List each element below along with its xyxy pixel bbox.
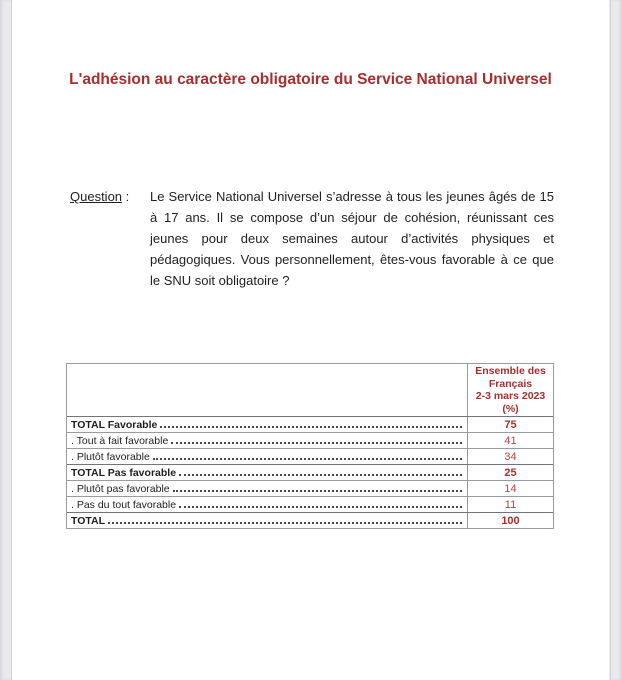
table-row-pas-du-tout-favorable — [67, 496, 553, 512]
document-title: L'adhésion au caractère obligatoire du Service National Universel — [69, 71, 552, 89]
row-label: . Tout à fait favorable — [71, 435, 169, 447]
header-unit-label: (%) — [502, 402, 519, 415]
table-row-total-pas-favorable — [67, 464, 553, 480]
header-column-cell — [467, 364, 553, 416]
row-value: 34 — [467, 449, 553, 464]
row-label: . Plutôt favorable — [71, 451, 150, 463]
header-group-label: Ensemble des Français — [475, 365, 546, 390]
row-value: 100 — [467, 513, 553, 528]
question-colon: : — [122, 189, 130, 204]
table-row-total-favorable — [67, 416, 553, 432]
row-value: 25 — [467, 465, 553, 480]
photo-margin-left — [0, 0, 12, 680]
row-value: 11 — [467, 497, 553, 512]
document-page — [12, 0, 609, 680]
row-label: TOTAL — [71, 515, 106, 527]
results-table — [66, 363, 554, 529]
question-label: Question : — [70, 189, 130, 204]
table-header-row — [67, 364, 553, 416]
header-date-label: 2-3 mars 2023 — [475, 390, 546, 402]
photo-margin-right — [610, 0, 622, 680]
dot-leader — [173, 490, 462, 492]
table-row-tout-a-fait-favorable — [67, 432, 553, 448]
question-block — [70, 186, 554, 291]
row-label: TOTAL Pas favorable — [71, 467, 177, 479]
row-label: . Pas du tout favorable — [71, 499, 177, 511]
table-row-plutot-favorable — [67, 448, 553, 464]
dot-leader — [179, 474, 462, 476]
question-text: Le Service National Universel s’adresse à tous les jeunes âgés de 15 à 17 ans. Il se compose d’un séjour de cohésion, réunissant ces jeunes pour deux semaines autour d’activités physiques et pédagogiques. Vous personnellement, êtes-vous favorable à ce que le SNU soit obligatoire ? — [150, 189, 554, 288]
row-label: TOTAL Favorable — [71, 419, 158, 431]
row-value: 14 — [467, 481, 553, 496]
dot-leader — [160, 426, 462, 428]
table-row-plutot-pas-favorable — [67, 480, 553, 496]
header-empty-cell — [67, 364, 467, 416]
dot-leader — [179, 506, 462, 508]
row-label: . Plutôt pas favorable — [71, 483, 170, 495]
row-value: 75 — [467, 417, 553, 432]
row-value: 41 — [467, 433, 553, 448]
table-row-total — [67, 512, 553, 528]
dot-leader — [153, 458, 462, 460]
dot-leader — [108, 522, 462, 524]
dot-leader — [171, 442, 462, 444]
